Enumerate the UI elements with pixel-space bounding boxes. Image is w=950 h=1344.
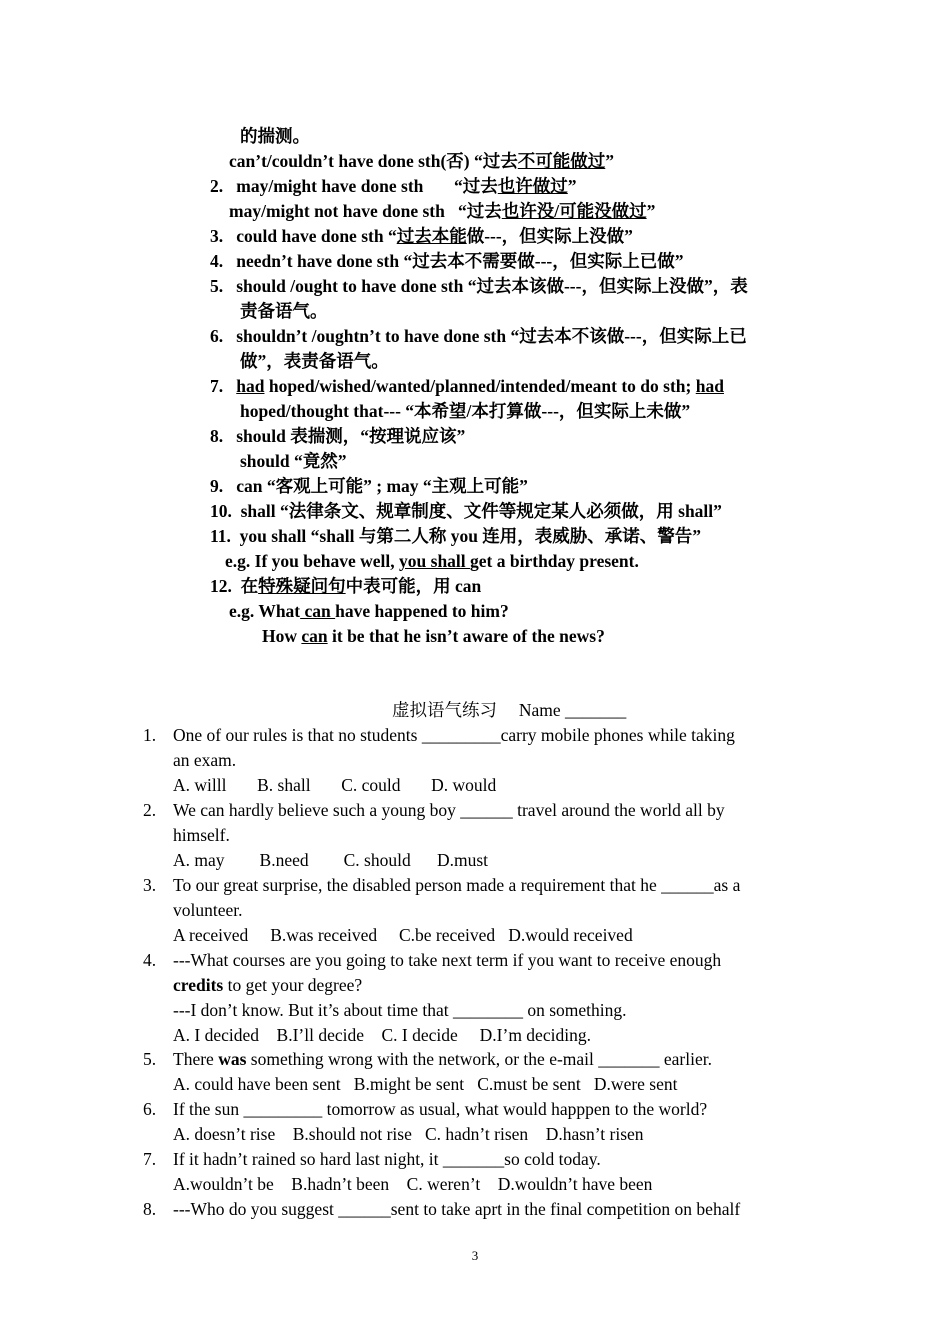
note-item-5-cont: 责备语气。: [240, 301, 328, 321]
exercise-heading: [392, 698, 626, 723]
question-2-options: A. may B.need C. should D.must: [173, 850, 489, 870]
note-item-8: 8. should 表揣测，“按理说应该”: [210, 426, 466, 446]
question-3-cont: volunteer.: [173, 900, 243, 920]
question-1-options: A. willl B. shall C. could D. would: [173, 775, 497, 795]
question-4-options: A. I decided B.I’ll decide C. I decide D.I’m deciding.: [173, 1025, 591, 1045]
note-item-11: 11. you shall “shall 与第二人称 you 连用，表威胁、承诺、警告”: [210, 526, 702, 546]
note-item-4: 4. needn’t have done sth “过去本不需要做---，但实际上已做”: [210, 251, 684, 271]
question-5: 5. There was something wrong with the network, or the e-mail _______ earlier.: [143, 1049, 712, 1069]
note-item-9: 9. can “客观上可能” ; may “主观上可能”: [210, 476, 528, 496]
note-item-5: 5. should /ought to have done sth “过去本该做---，但实际上没做”，表: [210, 276, 748, 296]
question-1: 1. One of our rules is that no students _________carry mobile phones while taking: [143, 725, 735, 745]
note-example-11: e.g. If you behave well, you shall get a birthday present.: [225, 551, 639, 571]
note-item-2: 2. may/might have done sth “过去也许做过”: [210, 176, 577, 196]
note-example-12b: How can it be that he isn’t aware of the news?: [262, 626, 605, 646]
note-item-6: 6. shouldn’t /oughtn’t to have done sth “过去本不该做---，但实际上已: [210, 326, 747, 346]
question-6-options: A. doesn’t rise B.should not rise C. hadn’t risen D.hasn’t risen: [173, 1124, 644, 1144]
question-8: 8. ---Who do you suggest ______sent to take aprt in the final competition on behalf: [143, 1199, 741, 1219]
note-item-7-cont: hoped/thought that--- “本希望/本打算做---，但实际上未做”: [240, 401, 691, 421]
question-4-reply: ---I don’t know. But it’s about time that ________ on something.: [173, 1000, 627, 1020]
name-field-label: Name _______: [518, 700, 627, 720]
question-7-options: A.wouldn’t be B.hadn’t been C. weren’t D.wouldn’t have been: [173, 1174, 653, 1194]
question-5-options: A. could have been sent B.might be sent C.must be sent D.were sent: [173, 1074, 678, 1094]
question-1-cont: an exam.: [173, 750, 237, 770]
question-4-cont: credits to get your degree?: [173, 975, 363, 995]
note-continuation: 的揣测。: [240, 126, 310, 146]
note-item-12: 12. 在特殊疑问句中表可能，用 can: [210, 576, 482, 596]
note-item-7: 7. had hoped/wished/wanted/planned/intended/meant to do sth; had: [210, 376, 724, 396]
question-3-options: A received B.was received C.be received D.would received: [173, 925, 633, 945]
question-3: 3. To our great surprise, the disabled person made a requirement that he ______as a: [143, 875, 741, 895]
question-6: 6. If the sun _________ tomorrow as usual, what would happpen to the world?: [143, 1099, 708, 1119]
note-example-12a: e.g. What can have happened to him?: [229, 601, 509, 621]
note-item-6-cont: 做”，表责备语气。: [240, 351, 389, 371]
question-4: 4. ---What courses are you going to take next term if you want to receive enough: [143, 950, 722, 970]
exercise-title: 虚拟语气练习: [392, 700, 497, 720]
note-item-3: 3. could have done sth “过去本能做---，但实际上没做”: [210, 226, 633, 246]
page-number: 3: [471, 1248, 479, 1263]
note-cant-line: can’t/couldn’t have done sth(否) “过去不可能做过”: [229, 151, 615, 171]
note-item-2b: may/might not have done sth “过去也许没/可能没做过”: [229, 201, 656, 221]
question-2-cont: himself.: [173, 825, 230, 845]
note-item-10: 10. shall “法律条文、规章制度、文件等规定某人必须做，用 shall”: [210, 501, 722, 521]
question-2: 2. We can hardly believe such a young boy ______ travel around the world all by: [143, 800, 725, 820]
note-item-8-cont: should “竟然”: [240, 451, 347, 471]
question-7: 7. If it hadn’t rained so hard last night, it _______so cold today.: [143, 1149, 601, 1169]
